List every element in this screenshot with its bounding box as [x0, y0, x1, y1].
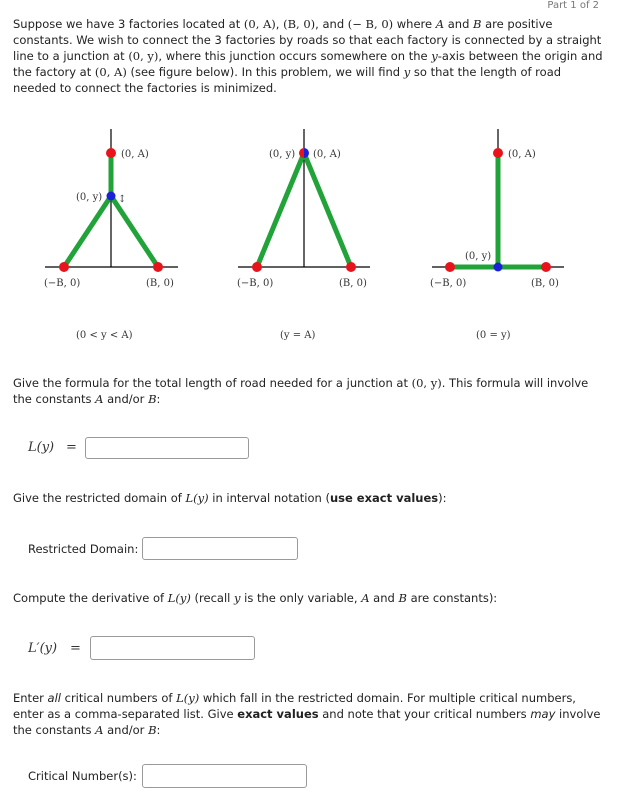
- q-text: critical numbers of: [60, 691, 177, 705]
- q-text: and: [369, 591, 399, 605]
- road-left: [64, 196, 111, 267]
- math-func: L(y): [185, 491, 209, 505]
- math-var: A: [95, 392, 104, 406]
- diagram-junction-between: [44, 129, 178, 341]
- q-emphasis: exact values: [237, 707, 319, 721]
- intro-text: -axis between the origin and the factory at: [13, 49, 603, 79]
- label-top: (0, A): [508, 149, 536, 160]
- junction-point: [107, 192, 116, 201]
- q-text: ):: [438, 491, 447, 505]
- factory-left: [252, 262, 262, 272]
- label-junction: (0, y): [269, 149, 296, 160]
- intro-text: , where this junction occurs somewhere on the: [158, 49, 432, 63]
- q-text: (recall: [190, 591, 234, 605]
- q-emphasis: use exact values: [329, 491, 439, 505]
- q-text: which fall in the restricted domain. For multiple critical numbers, enter as a comma-separated list. Give: [13, 691, 576, 721]
- math-func: L(y): [176, 691, 200, 705]
- func-label-L: L(y): [28, 440, 55, 455]
- q-text: in interval notation (: [208, 491, 330, 505]
- intro-text: are positive constants. We wish to connect the 3 factories by roads so that each factory is connected by a straight line to a junction at: [13, 17, 602, 63]
- label-top: (0, A): [121, 149, 149, 160]
- math-var: B: [148, 392, 157, 406]
- factory-right: [153, 262, 163, 272]
- intro-text: , and: [315, 17, 348, 31]
- q-text: Give the formula for the total length of road needed for a junction at: [13, 376, 412, 390]
- factory-right: [346, 262, 356, 272]
- question-2-text: [13, 490, 603, 506]
- derivative-input[interactable]: [90, 636, 255, 660]
- critical-numbers-label: Critical Number(s):: [28, 769, 137, 783]
- q-text: and/or: [103, 723, 149, 737]
- length-formula-input[interactable]: [85, 437, 249, 459]
- intro-text: Suppose we have 3 factories located at: [13, 17, 244, 31]
- junction-point: [304, 148, 309, 158]
- q-text: and/or: [103, 392, 149, 406]
- question-1-text: [13, 375, 603, 407]
- label-left: (−B, 0): [44, 278, 81, 289]
- factory-right: [541, 262, 551, 272]
- q-emphasis: may: [530, 707, 556, 721]
- math-var: A: [95, 723, 104, 737]
- q-text: are constants):: [406, 591, 498, 605]
- equals-sign: =: [70, 641, 81, 656]
- q-text: :: [156, 723, 161, 737]
- math-var: y: [431, 49, 438, 63]
- condition-3: (0 = y): [476, 330, 511, 341]
- derivative-label: L′(y): [28, 641, 58, 656]
- intro-paragraph: [13, 16, 603, 96]
- factory-top: [493, 148, 503, 158]
- condition-2: (y = A): [280, 330, 316, 341]
- part-label: Part 1 of 2: [547, 0, 599, 11]
- q-text: is the only variable,: [240, 591, 362, 605]
- label-left: (−B, 0): [237, 278, 274, 289]
- intro-text: and: [444, 17, 474, 31]
- q-text: :: [156, 392, 161, 406]
- math-point: (0, y): [411, 376, 442, 390]
- factory-road-figure: [0, 110, 643, 355]
- math-var: A: [435, 17, 445, 31]
- factory-top: [106, 148, 116, 158]
- factory-left: [445, 262, 455, 272]
- equals-sign: =: [66, 440, 77, 455]
- math-var: B: [398, 591, 407, 605]
- restricted-domain-label: Restricted Domain:: [28, 542, 139, 556]
- label-right: (B, 0): [339, 278, 367, 289]
- intro-text: where: [393, 17, 436, 31]
- label-junction: (0, y): [465, 251, 492, 262]
- q-text: Enter: [13, 691, 48, 705]
- condition-1: (0 < y < A): [76, 330, 133, 341]
- q-emphasis: all: [47, 691, 61, 705]
- math-var: B: [148, 723, 157, 737]
- road-right: [111, 196, 158, 267]
- math-var: y: [403, 65, 411, 79]
- q-text: involve the constants: [13, 707, 601, 737]
- intro-text: so that the length of road needed to connect the factories is minimized.: [13, 65, 562, 95]
- math-point: (0, A): [94, 65, 127, 79]
- math-point: (B, 0): [283, 17, 316, 31]
- math-point: (− B, 0): [347, 17, 394, 31]
- label-right: (B, 0): [146, 278, 174, 289]
- restricted-domain-input[interactable]: [142, 537, 298, 560]
- label-left: (−B, 0): [430, 278, 467, 289]
- question-3-text: [13, 590, 603, 606]
- critical-numbers-input[interactable]: [142, 764, 307, 788]
- math-var: B: [473, 17, 482, 31]
- label-right: (B, 0): [531, 278, 559, 289]
- math-var: y: [233, 591, 241, 605]
- math-var: A: [361, 591, 370, 605]
- q-text: Compute the derivative of: [13, 591, 168, 605]
- math-point: (0, A): [243, 17, 276, 31]
- intro-text: ,: [275, 17, 284, 31]
- junction-point: [494, 263, 503, 272]
- label-junction: (0, y): [76, 192, 103, 203]
- diagram-junction-origin: [430, 129, 564, 341]
- factory-top: [299, 148, 304, 158]
- math-point: (0, y): [128, 49, 159, 63]
- diagram-junction-top: [237, 129, 370, 341]
- arrow-updown-icon: ↕: [118, 194, 127, 205]
- q-text: . This formula will involve the constants: [13, 376, 589, 406]
- q-text: Give the restricted domain of: [13, 491, 186, 505]
- question-4-text: [13, 690, 603, 738]
- q-text: and note that your critical numbers: [318, 707, 531, 721]
- factory-left: [59, 262, 69, 272]
- road-right: [304, 153, 351, 267]
- label-top: (0, A): [313, 149, 341, 160]
- road-left: [257, 153, 304, 267]
- intro-text: (see figure below). In this problem, we will find: [126, 65, 404, 79]
- math-func: L(y): [167, 591, 191, 605]
